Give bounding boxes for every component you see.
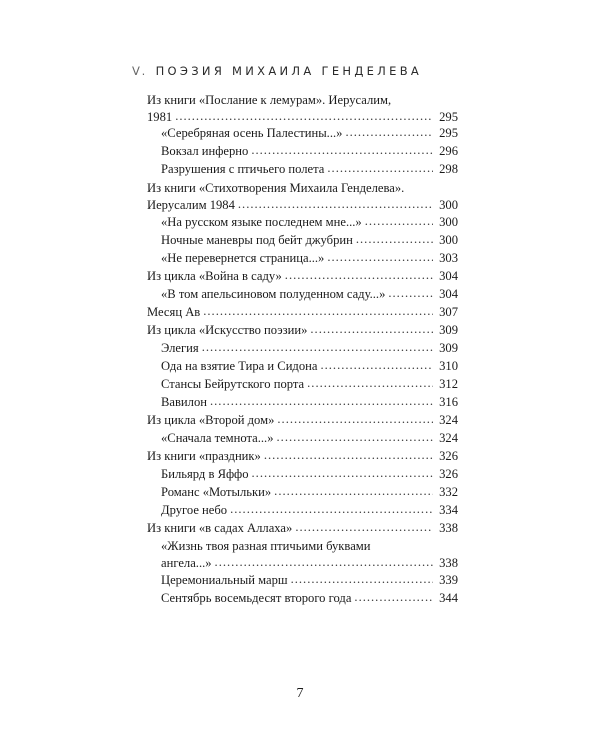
- toc-page-number: 339: [439, 573, 458, 587]
- toc-entry: [147, 304, 458, 321]
- section-title: ПОЭЗИЯ МИХАИЛА ГЕНДЕЛЕВА: [155, 64, 423, 78]
- toc-entry-row: [161, 250, 458, 267]
- toc-entry-title: Ода на взятие Тира и Сидона: [161, 359, 318, 373]
- toc-entry: [161, 376, 458, 393]
- dot-leader: [388, 285, 433, 302]
- toc-entry: [147, 92, 458, 126]
- toc-entry-title: Вавилон: [161, 395, 207, 409]
- dot-leader: [274, 483, 433, 500]
- toc-entry-title: Из цикла «Второй дом»: [147, 413, 275, 427]
- toc-entry-title: Иерусалим 1984: [147, 198, 235, 212]
- toc-entry: [161, 572, 458, 589]
- toc-entry-title: «В том апельсиновом полуденном саду...»: [161, 287, 386, 301]
- toc-entry: [161, 358, 458, 375]
- toc-page-number: 300: [439, 215, 458, 229]
- toc-entry: [161, 394, 458, 411]
- toc-entry-title: «Не перевернется страница...»: [161, 251, 325, 265]
- toc-page-number: 332: [439, 485, 458, 499]
- dot-leader: [365, 213, 433, 230]
- toc-entry-title: Из цикла «Искусство поэзии»: [147, 323, 308, 337]
- dot-leader: [291, 571, 433, 588]
- toc-entry-title-line: «Жизнь твоя разная птичьими буквами: [161, 539, 371, 553]
- toc-entry-row: [161, 484, 458, 501]
- toc-entry-title: Бильярд в Яффо: [161, 467, 249, 481]
- toc-page-number: 324: [439, 413, 458, 427]
- toc-entry-title: Церемониальный марш: [161, 573, 288, 587]
- toc-entry: [147, 322, 458, 339]
- toc-page-number: 300: [439, 233, 458, 247]
- toc-entry-title: Из книги «праздник»: [147, 449, 261, 463]
- toc-entry: [161, 286, 458, 303]
- toc-entry-row: [161, 161, 458, 178]
- dot-leader: [215, 554, 433, 571]
- toc-entry-title: Другое небо: [161, 503, 228, 517]
- toc-page-number: 324: [439, 431, 458, 445]
- toc-entry-title: Романс «Мотыльки»: [161, 485, 272, 499]
- toc-entry: [147, 448, 458, 465]
- toc-entry-title: «На русском языке последнем мне...»: [161, 215, 362, 229]
- toc-entry: [161, 214, 458, 231]
- toc-page-number: 300: [439, 198, 458, 212]
- toc-entry-row: [161, 340, 458, 357]
- toc-entry-row: [161, 555, 458, 572]
- toc-entry: [161, 250, 458, 267]
- toc-entry: [161, 502, 458, 519]
- toc-entry: [161, 125, 458, 142]
- toc-entry-title: Ночные маневры под бейт джубрин: [161, 233, 353, 247]
- toc-entry-title: «Сначала темнота...»: [161, 431, 274, 445]
- toc-entry-row: [161, 125, 458, 142]
- toc-entry-row: [161, 394, 458, 411]
- dot-leader: [202, 339, 433, 356]
- dot-leader: [203, 303, 433, 320]
- toc-page-number: 338: [439, 521, 458, 535]
- toc-entry: [161, 466, 458, 483]
- toc-entry-title: Элегия: [161, 341, 199, 355]
- toc-page-number: 326: [439, 467, 458, 481]
- dot-leader: [238, 196, 433, 213]
- toc-entry-row: [161, 286, 458, 303]
- toc-entry-title: Из цикла «Война в саду»: [147, 269, 282, 283]
- dot-leader: [307, 375, 433, 392]
- toc-entry: [147, 412, 458, 429]
- toc-entry-title: Сентябрь восемьдесят второго года: [161, 591, 352, 605]
- toc-entry: [161, 232, 458, 249]
- toc-entry-title: 1981: [147, 110, 173, 124]
- running-header: [132, 64, 422, 78]
- dot-leader: [345, 124, 433, 141]
- toc-page-number: 307: [439, 305, 458, 319]
- toc-page-number: 344: [439, 591, 458, 605]
- toc-page-number: 303: [439, 251, 458, 265]
- dot-leader: [354, 589, 433, 606]
- toc-entry-title: Стансы Бейрутского порта: [161, 377, 305, 391]
- toc-page-number: 338: [439, 556, 458, 570]
- toc-entry: [147, 520, 458, 537]
- toc-entry-row: [161, 430, 458, 447]
- toc-entry: [161, 340, 458, 357]
- toc-entry-row: [147, 520, 458, 537]
- dot-leader: [210, 393, 433, 410]
- toc-entry-title: ангела...»: [161, 556, 212, 570]
- dot-leader: [252, 465, 433, 482]
- dot-leader: [251, 142, 433, 159]
- dot-leader: [277, 429, 433, 446]
- dot-leader: [327, 249, 433, 266]
- toc-page-number: 295: [439, 110, 458, 124]
- dot-leader: [327, 160, 433, 177]
- toc-entry-row: [147, 322, 458, 339]
- toc-entry-row: [147, 412, 458, 429]
- toc-page-number: 326: [439, 449, 458, 463]
- dot-leader: [230, 501, 433, 518]
- dot-leader: [277, 411, 433, 428]
- dot-leader: [264, 447, 433, 464]
- toc-entry-title: Вокзал инферно: [161, 144, 249, 158]
- toc-entry-row: [147, 448, 458, 465]
- toc-entry-row: [161, 466, 458, 483]
- toc-entry-row: [161, 572, 458, 589]
- section-number: V.: [132, 64, 149, 78]
- dot-leader: [356, 231, 433, 248]
- toc-entry-title: Из книги «в садах Аллаха»: [147, 521, 293, 535]
- toc-page-number: 334: [439, 503, 458, 517]
- toc-entry-row: [147, 197, 458, 214]
- toc-page-number: 296: [439, 144, 458, 158]
- toc-entry: [161, 590, 458, 607]
- toc-entry-row: [161, 376, 458, 393]
- toc-entry-row: [161, 214, 458, 231]
- dot-leader: [175, 108, 433, 125]
- toc-page-number: 295: [439, 126, 458, 140]
- toc-entry-title-line: Из книги «Послание к лемурам». Иерусалим,: [147, 93, 392, 107]
- toc-entry-row: [161, 232, 458, 249]
- page-number: 7: [296, 686, 304, 701]
- toc-entry: [161, 538, 458, 572]
- toc-page-number: 298: [439, 162, 458, 176]
- toc-entry: [161, 430, 458, 447]
- dot-leader: [310, 321, 433, 338]
- toc-page-number: 309: [439, 341, 458, 355]
- toc-page-number: 304: [439, 287, 458, 301]
- toc-entry-row: [161, 358, 458, 375]
- toc-page-number: 312: [439, 377, 458, 391]
- toc-page-number: 304: [439, 269, 458, 283]
- toc-entry-title: «Серебряная осень Палестины...»: [161, 126, 343, 140]
- toc-page-number: 309: [439, 323, 458, 337]
- toc-entry-title-line: Из книги «Стихотворения Михаила Генделева».: [147, 181, 405, 195]
- toc-entry-title: Разрушения с птичьего полета: [161, 162, 325, 176]
- dot-leader: [285, 267, 433, 284]
- dot-leader: [320, 357, 433, 374]
- toc-entry: [161, 484, 458, 501]
- toc-page-number: 310: [439, 359, 458, 373]
- toc-entry-row: [147, 304, 458, 321]
- toc-entry: [147, 180, 458, 214]
- toc-entry-row: [161, 590, 458, 607]
- toc-page-number: 316: [439, 395, 458, 409]
- dot-leader: [295, 519, 433, 536]
- toc-entry-title: Месяц Ав: [147, 305, 201, 319]
- toc-entry: [161, 143, 458, 160]
- toc-entry-row: [161, 502, 458, 519]
- toc-entry-row: [147, 268, 458, 285]
- toc-entry: [161, 161, 458, 178]
- toc-entry-row: [161, 143, 458, 160]
- toc-entry: [147, 268, 458, 285]
